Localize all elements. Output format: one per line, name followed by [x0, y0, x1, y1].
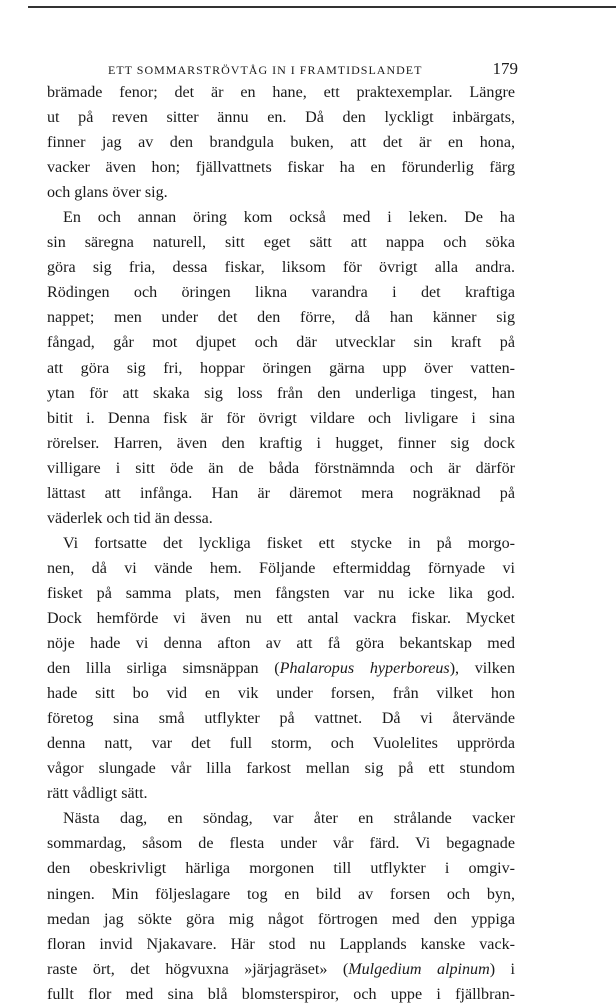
- text-line: väderlek och tid än dessa.: [47, 509, 213, 527]
- paragraph-4: [47, 806, 515, 1006]
- species-name-mulgedium: Mulgedium alpinum: [348, 960, 490, 978]
- text-line: vågor slungade vår lilla farkost mellan sig på ett stundom: [47, 760, 515, 778]
- text-line: att göra sig fri, hoppar öringen gärna upp över vatten-: [47, 359, 515, 377]
- text-line: ytan för att skaka sig loss från den underliga tingest, han: [47, 384, 515, 402]
- text-segment: raste ört, det högvuxna »järjagräset» (: [47, 960, 349, 978]
- paragraph-2: [47, 205, 515, 531]
- text-line: nen, då vi vände hem. Följande eftermiddag förnyade vi: [47, 559, 515, 577]
- text-line: sommardag, såsom de flesta under vår färd. Vi begagnade: [47, 835, 515, 853]
- running-header: [108, 60, 518, 80]
- paragraph-1: [47, 80, 515, 205]
- species-name-phalaropus: Phalaropus hyperboreus: [279, 660, 450, 678]
- top-border-rule: [28, 6, 616, 8]
- text-line: bitit i. Denna fisk är för övrigt vildare och livligare i sina: [47, 409, 515, 427]
- text-line: floran invid Njakavare. Här stod nu Lapplands kanske vack-: [47, 935, 515, 953]
- text-line: ningen. Min följeslagare tog en bild av forsen och byn,: [47, 885, 515, 903]
- text-line: göra sig fria, dessa fiskar, liksom för övrigt alla andra.: [47, 259, 515, 277]
- page-number: 179: [492, 59, 518, 78]
- text-line: Nästa dag, en söndag, var åter en strålande vacker: [63, 810, 515, 828]
- text-line: denna natt, var det full storm, och Vuolelites upprörda: [47, 735, 515, 753]
- text-line: Vi fortsatte det lyckliga fisket ett stycke in på morgo-: [63, 534, 515, 552]
- text-line: Rödingen och öringen likna varandra i det kraftiga: [47, 284, 515, 302]
- text-line: finner jag av den brandgula buken, att det är en hona,: [47, 134, 515, 152]
- text-line: fångad, går mot djupet och där utvecklar sin kraft på: [47, 334, 515, 352]
- text-line: En och annan öring kom också med i leken. De ha: [63, 209, 515, 227]
- text-line: nappet; men under det den förre, då han känner sig: [47, 309, 515, 327]
- text-line: den obeskrivligt härliga morgonen till utflykter i omgiv-: [47, 860, 515, 878]
- text-line: lättast att infånga. Han är däremot mera nogräknad på: [47, 484, 515, 502]
- text-line: fullt flor med sina blå blomsterspiror, och uppe i fjällbran-: [47, 985, 515, 1003]
- text-line: sin säregna naturell, sitt eget sätt att nappa och söka: [47, 234, 515, 252]
- text-line: rätt vådligt sätt.: [47, 785, 148, 803]
- text-segment: ), vilken: [449, 660, 515, 678]
- text-line: företog sina små utflykter på vattnet. Då vi återvände: [47, 710, 515, 728]
- paragraph-3: [47, 531, 515, 807]
- text-line: villigare i sitt öde än de båda förstnämnda och är därför: [47, 459, 515, 477]
- text-line: medan jag sökte göra mig något förtrogen med den yppiga: [47, 910, 515, 928]
- text-line: [47, 656, 515, 681]
- text-line: [47, 957, 515, 982]
- text-line: fisket på samma plats, men fångsten var nu icke lika god.: [47, 584, 515, 602]
- body-text: [47, 80, 515, 1007]
- text-line: Dock hemförde vi även nu ett antal vackra fiskar. Mycket: [47, 609, 515, 627]
- text-line: rörelser. Harren, även den kraftig i hugget, finner sig dock: [47, 434, 515, 452]
- text-line: och glans över sig.: [47, 184, 168, 202]
- text-line: ut på reven sitter ännu en. Då den lyckligt inbärgats,: [47, 109, 515, 127]
- text-segment: ) i: [489, 960, 515, 978]
- text-segment: den lilla sirliga simsnäppan (: [47, 660, 280, 678]
- running-title: ETT SOMMARSTRÖVTÅG IN I FRAMTIDSLANDET: [108, 63, 423, 77]
- text-line: brämade fenor; det är en hane, ett praktexemplar. Längre: [47, 84, 515, 101]
- text-line: hade sitt bo vid en vik under forsen, från vilket hon: [47, 685, 515, 703]
- text-line: nöje hade vi denna afton av att få göra bekantskap med: [47, 635, 515, 653]
- text-line: vacker även hon; fjällvattnets fiskar ha en förunderlig färg: [47, 159, 515, 177]
